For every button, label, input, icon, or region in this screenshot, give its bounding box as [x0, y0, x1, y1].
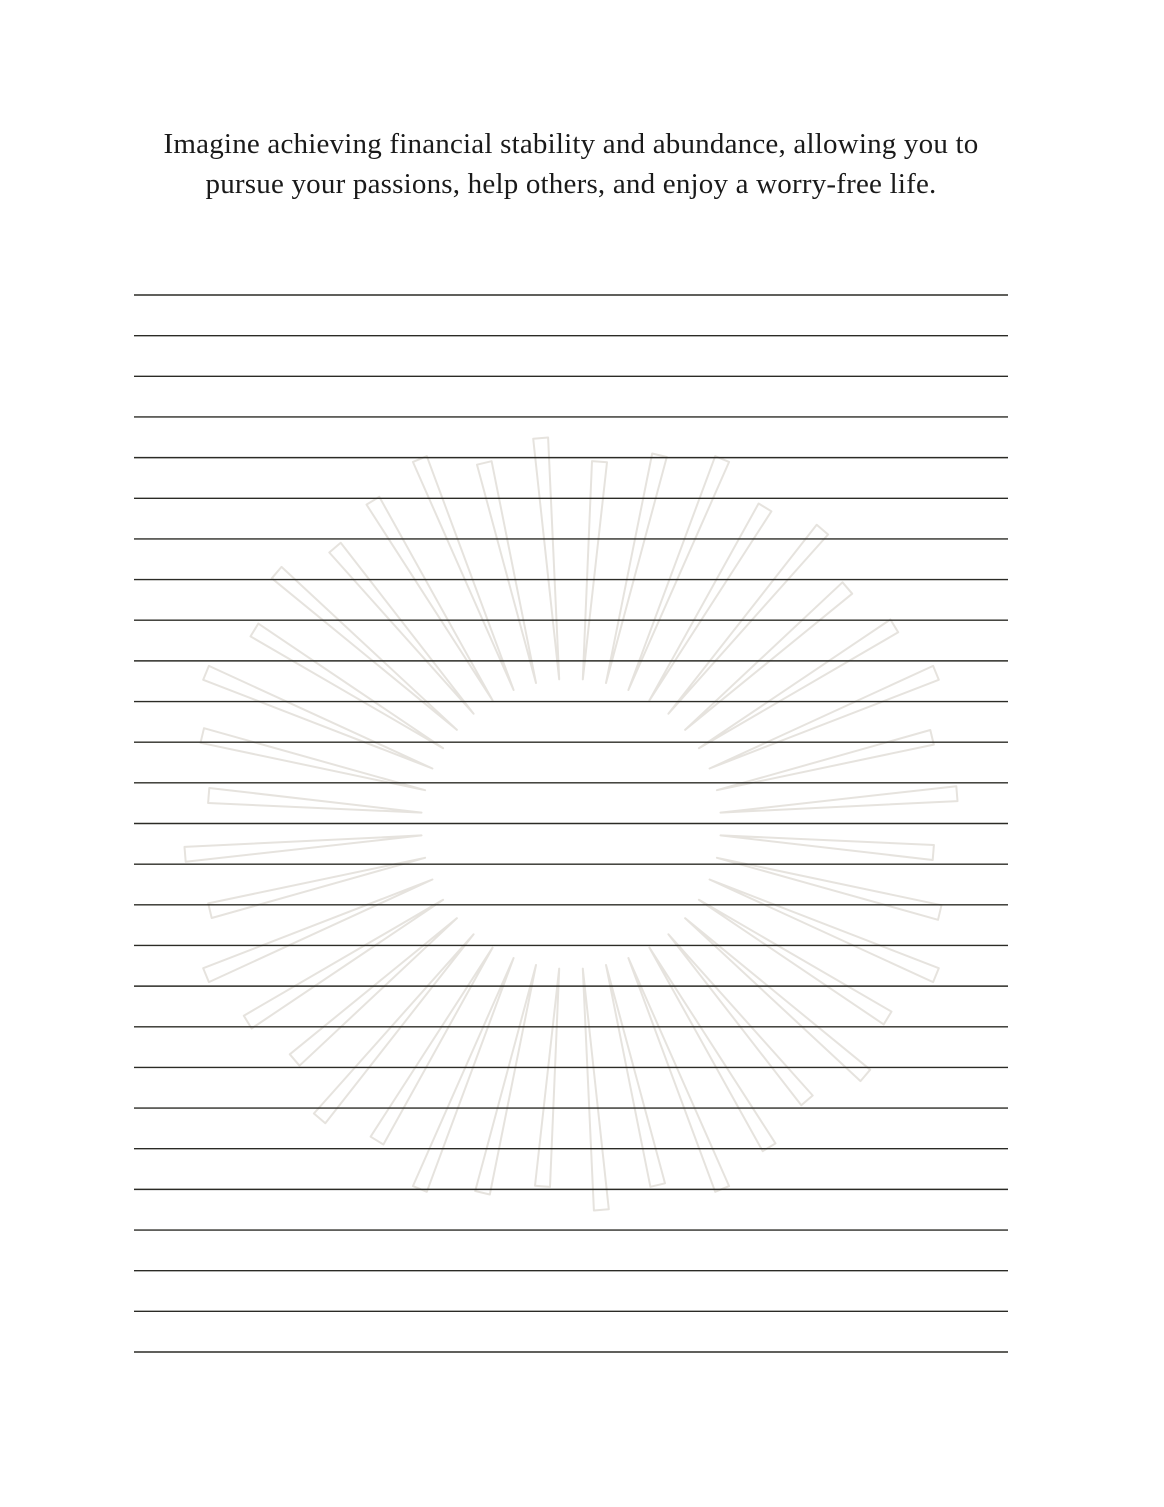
journal-prompt: Imagine achieving financial stability and abundance, allowing you to pursue your passions, help others, and enjoy a worry-free life.: [163, 128, 979, 200]
